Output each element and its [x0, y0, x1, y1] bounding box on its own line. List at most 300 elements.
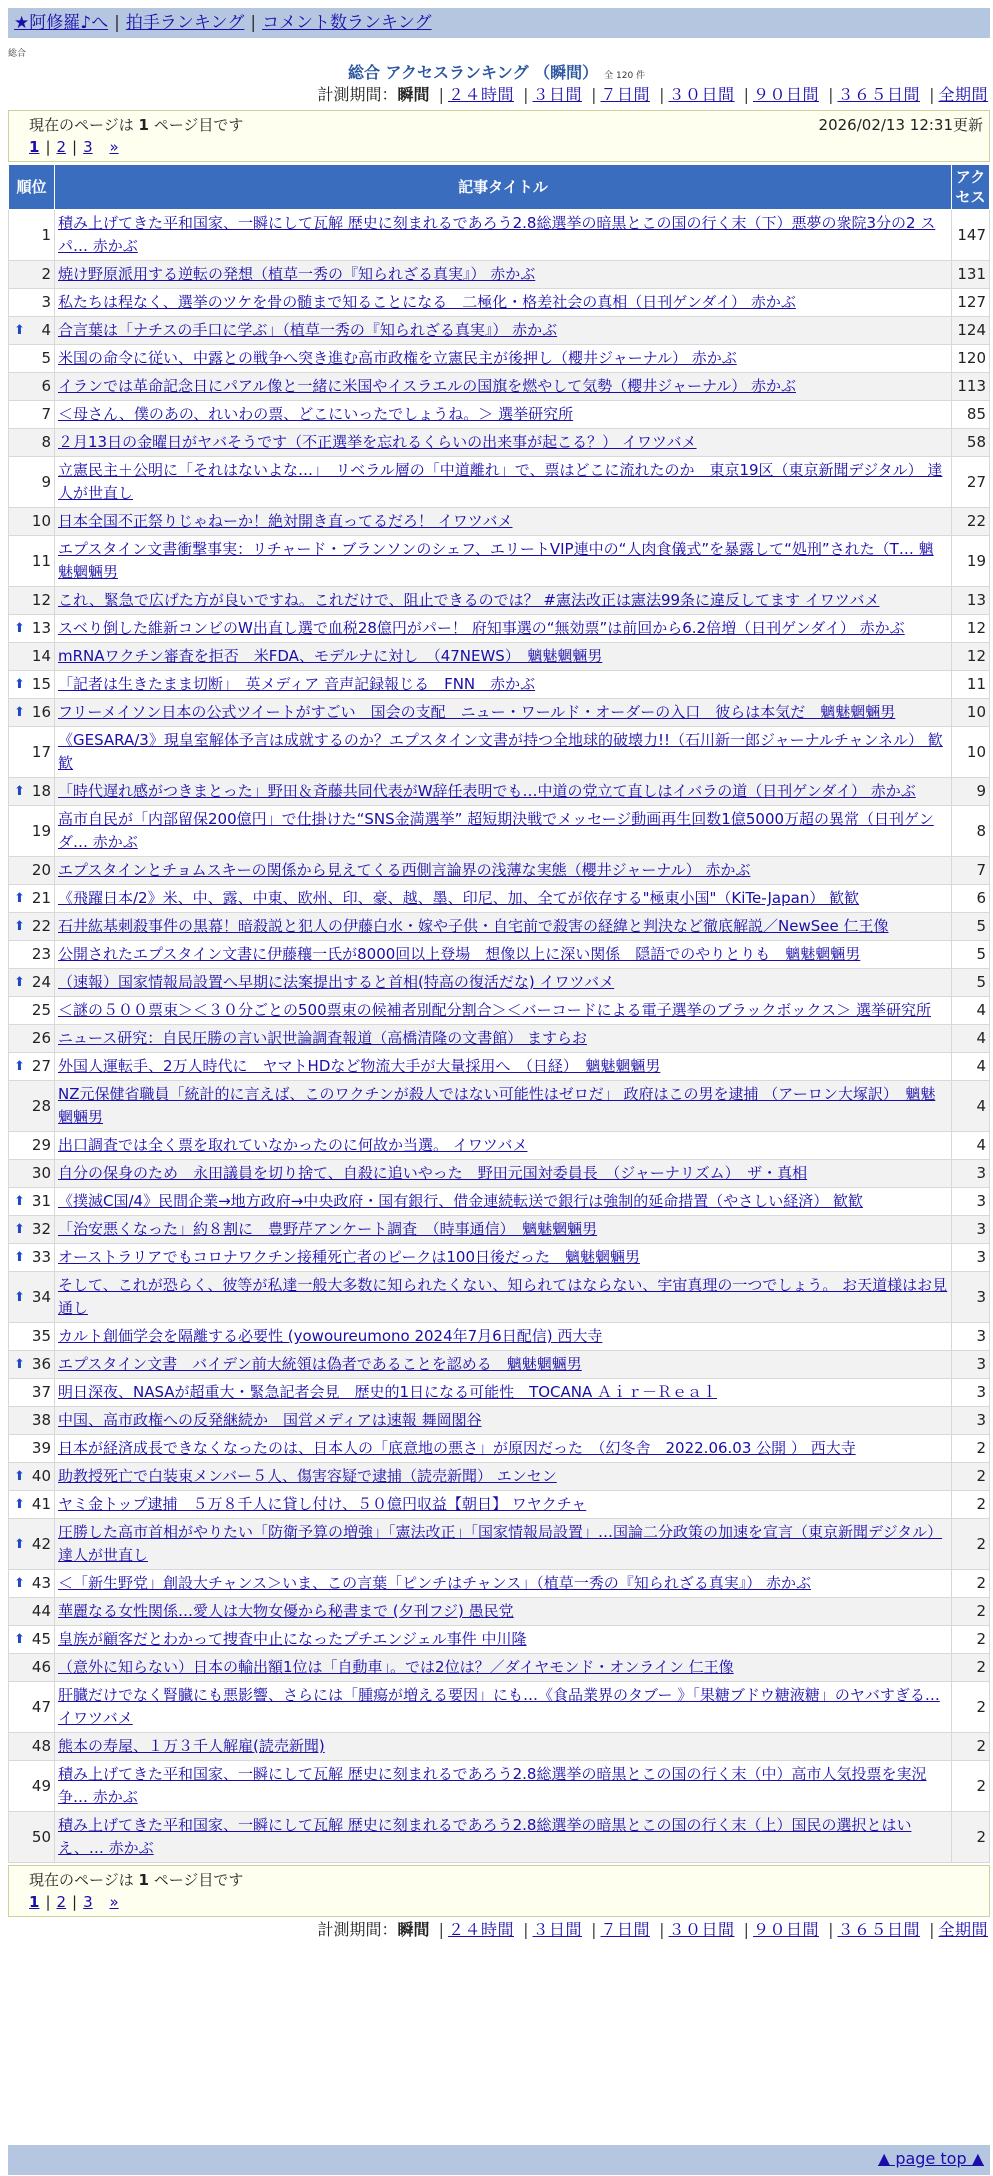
title-cell	[55, 289, 952, 317]
title-cell	[55, 210, 952, 261]
rank-up-arrow-icon: ⬆	[14, 1497, 25, 1512]
table-row	[9, 1216, 990, 1244]
rank-number: 32	[31, 1220, 51, 1238]
rank-up-arrow-icon: ⬆	[14, 1469, 25, 1484]
article-title-link[interactable]: 高市自民が「内部留保200億円」で仕掛けた“SNS金満選挙” 超短期決戦でメッセージ動画再生回数1億5000万超の異常（日刊ゲンダ… 赤かぶ	[58, 810, 934, 851]
current-page-text: 現在のページは 1 ページ目です	[29, 116, 244, 134]
title-cell	[55, 885, 952, 913]
current-page-number: 1	[138, 1871, 149, 1889]
rank-number: 19	[31, 821, 51, 840]
access-count: 10	[952, 699, 990, 727]
access-count: 7	[952, 857, 990, 885]
rank-cell	[9, 508, 55, 536]
table-row	[9, 671, 990, 699]
table-row	[9, 1654, 990, 1682]
rank-number: 40	[31, 1467, 51, 1485]
rank-number: 11	[31, 551, 51, 570]
rank-number: 9	[41, 472, 51, 491]
article-title-link[interactable]: 《飛躍日本/2》米、中、露、中東、欧州、印、豪、越、墨、印尼、加、全てが依存する"極東小国"（KiTe-Japan） 歓歓	[58, 889, 860, 907]
rank-number: 13	[31, 619, 51, 637]
title-cell	[55, 857, 952, 885]
rank-cell	[9, 1463, 55, 1491]
table-row	[9, 1761, 990, 1812]
title-cell	[55, 643, 952, 671]
rank-cell	[9, 1188, 55, 1216]
period-link-7d[interactable]: ７日間	[600, 85, 650, 104]
rank-cell	[9, 1519, 55, 1570]
rank-number: 48	[31, 1737, 51, 1755]
page-top-link[interactable]: ▲ page top ▲	[877, 2149, 984, 2168]
nav-separator: |	[250, 13, 257, 33]
access-count: 113	[952, 373, 990, 401]
rank-number: 43	[31, 1574, 51, 1592]
article-title-link[interactable]: 日本が経済成長できなくなったのは、日本人の「底意地の悪さ」が原因だった （幻冬舎 2022.06.03 公開 ） 西大寺	[58, 1439, 856, 1457]
access-count: 124	[952, 317, 990, 345]
title-cell	[55, 1435, 952, 1463]
nav-link-home[interactable]: ★阿修羅♪へ	[14, 13, 109, 33]
access-count: 147	[952, 210, 990, 261]
rank-number: 12	[31, 591, 51, 609]
article-title-link[interactable]: 助教授死亡で白装束メンバー５人、傷害容疑で逮捕（読売新聞） エンセン	[58, 1467, 557, 1485]
table-row	[9, 1081, 990, 1132]
rank-cell	[9, 1244, 55, 1272]
article-title-link[interactable]: ＜母さん、僕のあの、れいわの票、どこにいったでしょうね。＞ 選挙研究所	[58, 405, 574, 423]
pager-bottom: 1 | 2 | 3 »	[29, 1893, 119, 1911]
rank-number: 29	[31, 1136, 51, 1154]
pager-page-1[interactable]: 1	[29, 138, 40, 156]
period-current: 瞬間	[397, 1920, 430, 1939]
rank-cell	[9, 1272, 55, 1323]
rank-up-arrow-icon: ⬆	[14, 919, 25, 934]
header-rank: 順位	[9, 165, 55, 210]
title-cell	[55, 671, 952, 699]
rank-cell	[9, 587, 55, 615]
period-label: 計測期間：	[317, 1920, 398, 1939]
period-link-3d[interactable]: ３日間	[532, 85, 582, 104]
title-cell	[55, 1244, 952, 1272]
rank-number: 1	[41, 225, 51, 244]
access-count: 85	[952, 401, 990, 429]
period-link-7d[interactable]: ７日間	[600, 1920, 650, 1939]
table-row	[9, 806, 990, 857]
rank-cell	[9, 671, 55, 699]
title-cell	[55, 345, 952, 373]
table-row	[9, 508, 990, 536]
title-cell	[55, 1188, 952, 1216]
pager-top: 1 | 2 | 3 »	[29, 138, 119, 156]
article-title-link[interactable]: 自分の保身のため 永田議員を切り捨て、自殺に追いやった 野田元国対委員長 （ジャーナリズム） ザ・真相	[58, 1164, 808, 1182]
title-cell	[55, 997, 952, 1025]
access-count: 9	[952, 778, 990, 806]
rank-cell	[9, 1323, 55, 1351]
period-link-365d[interactable]: ３６５日間	[837, 85, 920, 104]
article-title-link[interactable]: 石井紘基刺殺事件の黒幕！暗殺説と犯人の伊藤白水・嫁や子供・自宅前で殺害の経緯と判決など徹底解説／NewSee 仁王像	[58, 917, 889, 935]
rank-number: 14	[31, 647, 51, 665]
article-title-link[interactable]: 積み上げてきた平和国家、一瞬にして瓦解 歴史に刻まれるであろう2.8総選挙の暗黒とこの国の行く末（下）悪夢の衆院3分の2 スパ… 赤かぶ	[58, 214, 936, 255]
table-row	[9, 643, 990, 671]
article-title-link[interactable]: エプスタイン文書 バイデン前大統領は偽者であることを認める 魑魅魍魎男	[58, 1355, 582, 1373]
title-cell	[55, 429, 952, 457]
rank-up-arrow-icon: ⬆	[14, 1059, 25, 1074]
article-title-link[interactable]: ２月13日の金曜日がヤバそうです（不正選挙を忘れるくらいの出来事が起こる？） イワツバメ	[58, 433, 697, 451]
table-row	[9, 778, 990, 806]
access-count: 3	[952, 1323, 990, 1351]
rank-up-arrow-icon: ⬆	[14, 1222, 25, 1237]
rank-number: 16	[31, 703, 51, 721]
article-title-link[interactable]: 《GESARA/3》現皇室解体予言は成就するのか？エプスタイン文書が持つ全地球的破壊力!!（石川新一郎ジャーナルチャンネル） 歓歓	[58, 731, 943, 772]
rank-number: 35	[31, 1327, 51, 1345]
access-count: 2	[952, 1654, 990, 1682]
access-count: 4	[952, 997, 990, 1025]
access-count: 3	[952, 1244, 990, 1272]
article-title-link[interactable]: そして、これが恐らく、彼等が私達一般大多数に知られたくない、知られてはならない、宇宙真理の一つでしょう。 お天道様はお見通し	[58, 1276, 948, 1317]
rank-number: 36	[31, 1355, 51, 1373]
rank-cell	[9, 1761, 55, 1812]
period-link-30d[interactable]: ３０日間	[668, 85, 735, 104]
access-count: 12	[952, 643, 990, 671]
access-count: 2	[952, 1491, 990, 1519]
article-title-link[interactable]: 積み上げてきた平和国家、一瞬にして瓦解 歴史に刻まれるであろう2.8総選挙の暗黒とこの国の行く末（上）国民の選択とはいえ、… 赤かぶ	[58, 1816, 912, 1857]
rank-cell	[9, 373, 55, 401]
article-title-link[interactable]: 圧勝した高市首相がやりたい「防衛予算の増強」「憲法改正」「国家情報局設置」…国論二分政策の加速を宣言（東京新聞デジタル） 達人が世直し	[58, 1523, 943, 1564]
pager-next[interactable]: »	[109, 1893, 119, 1911]
page-info-top	[8, 110, 990, 162]
table-row	[9, 587, 990, 615]
access-count: 3	[952, 1188, 990, 1216]
period-link-90d[interactable]: ９０日間	[752, 1920, 819, 1939]
article-title-link[interactable]: 「時代遅れ感がつきまとった」野田＆斉藤共同代表がW辞任表明でも…中道の党立て直しはイバラの道（日刊ゲンダイ） 赤かぶ	[58, 782, 916, 800]
title-cell	[55, 1598, 952, 1626]
article-title-link[interactable]: 日本全国不正祭りじゃねーか！絶対開き直ってるだろ！ イワツバメ	[58, 512, 513, 530]
period-link-all[interactable]: 全期間	[938, 1920, 988, 1939]
article-title-link[interactable]: ＜「新生野党」創設大チャンス＞いま、この言葉「ピンチはチャンス」（植草一秀の『知られざる真実』） 赤かぶ	[58, 1574, 811, 1592]
article-title-link[interactable]: イランでは革命記念日にパアル像と一緒に米国やイスラエルの国旗を燃やして気勢（櫻井ジャーナル） 赤かぶ	[58, 377, 796, 395]
nav-link-clap-ranking[interactable]: 拍手ランキング	[125, 13, 245, 33]
period-link-365d[interactable]: ３６５日間	[837, 1920, 920, 1939]
access-count: 2	[952, 1435, 990, 1463]
rank-number: 5	[41, 349, 51, 367]
access-count: 2	[952, 1598, 990, 1626]
rank-cell	[9, 1132, 55, 1160]
rank-cell	[9, 699, 55, 727]
pager-page-2[interactable]: 2	[56, 138, 67, 156]
rank-number: 15	[31, 675, 51, 693]
access-count: 3	[952, 1351, 990, 1379]
article-title-link[interactable]: （意外に知らない）日本の輸出額1位は「自動車」。では2位は？／ダイヤモンド・オンライン 仁王像	[58, 1658, 734, 1676]
article-title-link[interactable]: これ、緊急で広げた方が良いですね。これだけで、阻止できるのでは？ #憲法改正は憲法99条に違反してます イワツバメ	[58, 591, 880, 609]
ranking-table	[8, 164, 990, 1863]
table-row	[9, 1491, 990, 1519]
article-title-link[interactable]: 明日深夜、NASAが超重大・緊急記者会見 歴史的1日になる可能性 TOCANA Ａｉｒ－Ｒｅａｌ	[58, 1383, 718, 1401]
rank-number: 34	[31, 1287, 51, 1306]
article-title-link[interactable]: mRNAワクチン審査を拒否 米FDA、モデルナに対し （47NEWS） 魑魅魍魎男	[58, 647, 603, 665]
article-title-link[interactable]: 肝臓だけでなく腎臓にも悪影響、さらには「腫瘍が増える要因」にも…《食品業界のタブー 》「果糖ブドウ糖液糖」のヤバすぎる… イワツバメ	[58, 1686, 940, 1727]
period-link-24h[interactable]: ２４時間	[447, 1920, 514, 1939]
title-cell	[55, 1733, 952, 1761]
rank-number: 49	[31, 1776, 51, 1795]
title-cell	[55, 1491, 952, 1519]
rank-number: 8	[41, 433, 51, 451]
table-row	[9, 373, 990, 401]
rank-number: 31	[31, 1192, 51, 1210]
table-row	[9, 1435, 990, 1463]
access-count: 2	[952, 1626, 990, 1654]
rank-cell	[9, 1654, 55, 1682]
title-cell	[55, 536, 952, 587]
nav-link-comment-ranking[interactable]: コメント数ランキング	[262, 13, 432, 33]
table-row	[9, 1188, 990, 1216]
rank-up-arrow-icon: ⬆	[14, 1357, 25, 1372]
table-row	[9, 699, 990, 727]
pager-page-3[interactable]: 3	[83, 138, 93, 156]
rank-cell	[9, 1570, 55, 1598]
total-count: 全 120 件	[604, 71, 646, 81]
rank-number: 18	[31, 782, 51, 800]
article-title-link[interactable]: エプスタインとチョムスキーの関係から見えてくる西側言論界の浅薄な実態（櫻井ジャーナル） 赤かぶ	[58, 861, 751, 879]
table-row	[9, 913, 990, 941]
table-row	[9, 1733, 990, 1761]
pager-page-3[interactable]: 3	[83, 1893, 93, 1911]
title-cell	[55, 1081, 952, 1132]
rank-number: 7	[41, 405, 51, 423]
title-cell	[55, 1626, 952, 1654]
article-title-link[interactable]: ニュース研究：自民圧勝の言い訳世論調査報道（高橋清隆の文書館） ますらお	[58, 1029, 588, 1047]
rank-up-arrow-icon: ⬆	[14, 323, 25, 338]
rank-number: 10	[31, 512, 51, 530]
article-title-link[interactable]: オーストラリアでもコロナワクチン接種死亡者のピークは100日後だった 魑魅魍魎男	[58, 1248, 640, 1266]
access-count: 11	[952, 671, 990, 699]
rank-up-arrow-icon: ⬆	[14, 1289, 25, 1305]
table-row	[9, 457, 990, 508]
page-title-text: 総合 アクセスランキング （瞬間）	[347, 63, 599, 82]
current-page-number: 1	[138, 116, 149, 134]
access-count: 27	[952, 457, 990, 508]
table-row	[9, 1323, 990, 1351]
rank-up-arrow-icon: ⬆	[14, 891, 25, 906]
current-page-text: 現在のページは 1 ページ目です	[29, 1871, 244, 1889]
period-link-all[interactable]: 全期間	[938, 85, 988, 104]
table-row	[9, 261, 990, 289]
rank-cell	[9, 1081, 55, 1132]
access-count: 13	[952, 587, 990, 615]
rank-up-arrow-icon: ⬆	[14, 677, 25, 692]
article-title-link[interactable]: フリーメイソン日本の公式ツイートがすごい 国会の支配 ニュー・ワールド・オーダーの入口 彼らは本気だ 魑魅魍魎男	[58, 703, 896, 721]
rank-cell	[9, 1053, 55, 1081]
table-row	[9, 536, 990, 587]
table-row	[9, 1351, 990, 1379]
title-cell	[55, 1519, 952, 1570]
rank-cell	[9, 857, 55, 885]
access-count: 3	[952, 1272, 990, 1323]
access-count: 2	[952, 1682, 990, 1733]
access-count: 8	[952, 806, 990, 857]
table-row	[9, 727, 990, 778]
title-cell	[55, 457, 952, 508]
rank-cell	[9, 1160, 55, 1188]
access-count: 127	[952, 289, 990, 317]
table-row	[9, 1570, 990, 1598]
rank-cell	[9, 778, 55, 806]
rank-cell	[9, 1351, 55, 1379]
rank-number: 44	[31, 1602, 51, 1620]
access-count: 12	[952, 615, 990, 643]
period-label: 計測期間：	[317, 85, 398, 104]
table-row	[9, 857, 990, 885]
access-count: 10	[952, 727, 990, 778]
access-count: 4	[952, 1132, 990, 1160]
rank-up-arrow-icon: ⬆	[14, 784, 25, 799]
pager-next[interactable]: »	[109, 138, 119, 156]
article-title-link[interactable]: カルト創価学会を隔離する必要性 (yowoureumono 2024年7月6日配信) 西大寺	[58, 1327, 603, 1345]
rank-cell	[9, 1626, 55, 1654]
title-cell	[55, 1323, 952, 1351]
title-cell	[55, 1463, 952, 1491]
title-cell	[55, 1351, 952, 1379]
rank-cell	[9, 969, 55, 997]
rank-number: 24	[31, 973, 51, 991]
access-count: 2	[952, 1519, 990, 1570]
article-title-link[interactable]: 米国の命令に従い、中露との戦争へ突き進む高市政権を立憲民主が後押し（櫻井ジャーナル） 赤かぶ	[58, 349, 737, 367]
rank-number: 30	[31, 1164, 51, 1182]
table-row	[9, 1244, 990, 1272]
access-count: 2	[952, 1570, 990, 1598]
article-title-link[interactable]: ＜謎の５００票束＞＜３０分ごとの500票束の候補者別配分割合＞＜バーコードによる電子選挙のブラックボックス＞ 選挙研究所	[58, 1001, 931, 1019]
access-count: 131	[952, 261, 990, 289]
rank-number: 22	[31, 917, 51, 935]
rank-up-arrow-icon: ⬆	[14, 975, 25, 990]
rank-up-arrow-icon: ⬆	[14, 1576, 25, 1591]
article-title-link[interactable]: スベり倒した維新コンビのW出直し選で血税28億円がパー！ 府知事選の“無効票”は前回から6.2倍増（日刊ゲンダイ） 赤かぶ	[58, 619, 905, 637]
access-count: 2	[952, 1463, 990, 1491]
title-cell	[55, 615, 952, 643]
article-title-link[interactable]: 華麗なる女性関係…愛人は大物女優から秘書まで (夕刊フジ) 愚民党	[58, 1602, 514, 1620]
rank-cell	[9, 457, 55, 508]
article-title-link[interactable]: 中国、高市政権への反発継続か 国営メディアは速報 舞岡閣谷	[58, 1411, 482, 1429]
rank-cell	[9, 289, 55, 317]
period-link-30d[interactable]: ３０日間	[668, 1920, 735, 1939]
period-selector-bottom: 計測期間：瞬間 | ２４時間 | ３日間 | ７日間 | ３０日間 | ９０日間 | ３６５日間 | 全期間	[317, 1920, 988, 1939]
article-title-link[interactable]: 《撲滅C国/4》民間企業→地方政府→中央政府・国有銀行、借金連続転送で銀行は強制的延命措置（やさしい経済） 歓歓	[58, 1192, 863, 1210]
article-title-link[interactable]: エプスタイン文書衝撃事実：リチャード・ブランソンのシェフ、エリートVIP連中の“人肉食儀式”を暴露して“処刑”された（T… 魑魅魍魎男	[58, 540, 934, 581]
article-title-link[interactable]: 皇族が顧客だとわかって捜査中止になったプチエンジェル事件 中川隆	[58, 1630, 527, 1648]
title-cell	[55, 1682, 952, 1733]
page-info-bottom	[8, 1865, 990, 1917]
bottom-bar	[8, 2145, 990, 2175]
title-cell	[55, 587, 952, 615]
article-title-link[interactable]: 外国人運転手、2万人時代に ヤマトHDなど物流大手が大量採用へ （日経） 魑魅魍魎男	[58, 1057, 661, 1075]
rank-cell	[9, 1379, 55, 1407]
rank-number: 2	[41, 265, 51, 283]
table-row	[9, 1025, 990, 1053]
rank-cell	[9, 1812, 55, 1863]
article-title-link[interactable]: ヤミ金トップ逮捕 ５万８千人に貸し付け、５０億円収益【朝日】 ワヤクチャ	[58, 1495, 587, 1513]
rank-number: 39	[31, 1439, 51, 1457]
title-cell	[55, 913, 952, 941]
article-title-link[interactable]: 「治安悪くなった」約８割に 豊野芹アンケート調査 （時事通信） 魑魅魍魎男	[58, 1220, 598, 1238]
title-cell	[55, 727, 952, 778]
table-row	[9, 941, 990, 969]
rank-number: 26	[31, 1029, 51, 1047]
pager-page-1[interactable]: 1	[29, 1893, 40, 1911]
table-row	[9, 210, 990, 261]
table-row	[9, 997, 990, 1025]
article-title-link[interactable]: 出口調査では全く票を取れていなかったのに何故か当選。 イワツバメ	[58, 1136, 528, 1154]
title-cell	[55, 1407, 952, 1435]
header-access: アクセス	[952, 165, 990, 210]
rank-cell	[9, 941, 55, 969]
title-cell	[55, 401, 952, 429]
period-selector-top: 計測期間：瞬間 | ２４時間 | ３日間 | ７日間 | ３０日間 | ９０日間 | ３６５日間 | 全期間	[317, 85, 988, 104]
rank-cell	[9, 806, 55, 857]
ranking-table-body	[9, 210, 990, 1863]
rank-number: 47	[31, 1697, 51, 1716]
table-row	[9, 1598, 990, 1626]
rank-number: 21	[31, 889, 51, 907]
access-count: 5	[952, 941, 990, 969]
rank-number: 45	[31, 1630, 51, 1648]
period-link-3d[interactable]: ３日間	[532, 1920, 582, 1939]
rank-number: 20	[31, 861, 51, 879]
article-title-link[interactable]: 熊本の寿屋、１万３千人解雇(読売新聞)	[58, 1737, 325, 1755]
table-row	[9, 615, 990, 643]
article-title-link[interactable]: 立憲民主＋公明に「それはないよな…」 リベラル層の「中道離れ」で、票はどこに流れたのか 東京19区（東京新聞デジタル） 達人が世直し	[58, 461, 943, 502]
access-count: 5	[952, 913, 990, 941]
table-row	[9, 1379, 990, 1407]
rank-up-arrow-icon: ⬆	[14, 621, 25, 636]
title-cell	[55, 806, 952, 857]
period-link-24h[interactable]: ２４時間	[447, 85, 514, 104]
rank-number: 38	[31, 1411, 51, 1429]
table-row	[9, 1463, 990, 1491]
rank-number: 17	[31, 742, 51, 761]
rank-number: 27	[31, 1057, 51, 1075]
article-title-link[interactable]: 合言葉は「ナチスの手口に学ぶ」（植草一秀の『知られざる真実』） 赤かぶ	[58, 321, 558, 339]
article-title-link[interactable]: 焼け野原派用する逆転の発想（植草一秀の『知られざる真実』） 赤かぶ	[58, 265, 536, 283]
nav-separator: |	[114, 13, 120, 33]
article-title-link[interactable]: 積み上げてきた平和国家、一瞬にして瓦解 歴史に刻まれるであろう2.8総選挙の暗黒とこの国の行く末（中）高市人気投票を実況争… 赤かぶ	[58, 1765, 927, 1806]
article-title-link[interactable]: 「記者は生きたまま切断」 英メディア 音声記録報じる FNN 赤かぶ	[58, 675, 536, 693]
rank-cell	[9, 643, 55, 671]
title-cell	[55, 1025, 952, 1053]
title-cell	[55, 1053, 952, 1081]
article-title-link[interactable]: NZ元保健省職員「統計的に言えば、このワクチンが殺人ではない可能性はゼロだ」 政府はこの男を逮捕 （アーロン大塚訳） 魑魅魍魎男	[58, 1085, 936, 1126]
access-count: 3	[952, 1216, 990, 1244]
table-row	[9, 345, 990, 373]
rank-cell	[9, 401, 55, 429]
access-count: 3	[952, 1407, 990, 1435]
period-link-90d[interactable]: ９０日間	[752, 85, 819, 104]
pager-page-2[interactable]: 2	[56, 1893, 67, 1911]
table-row	[9, 1053, 990, 1081]
table-row	[9, 885, 990, 913]
table-row	[9, 1682, 990, 1733]
article-title-link[interactable]: 私たちは程なく、選挙のツケを骨の髄まで知ることになる 二極化・格差社会の真相（日刊ゲンダイ） 赤かぶ	[58, 293, 796, 311]
title-cell	[55, 1570, 952, 1598]
table-row	[9, 1812, 990, 1863]
rank-cell	[9, 1216, 55, 1244]
title-cell	[55, 373, 952, 401]
access-count: 5	[952, 969, 990, 997]
article-title-link[interactable]: 公開されたエプスタイン文書に伊藤穰一氏が8000回以上登場 想像以上に深い関係 隠語でのやりとりも 魑魅魍魎男	[58, 945, 861, 963]
article-title-link[interactable]: （速報）国家情報局設置へ早期に法案提出すると首相(特高の復活だな) イワツバメ	[58, 973, 615, 991]
rank-number: 3	[41, 293, 51, 311]
title-cell	[55, 317, 952, 345]
table-row	[9, 289, 990, 317]
rank-up-arrow-icon: ⬆	[14, 1250, 25, 1265]
rank-up-arrow-icon: ⬆	[14, 1194, 25, 1209]
rank-number: 46	[31, 1658, 51, 1676]
access-count: 4	[952, 1053, 990, 1081]
